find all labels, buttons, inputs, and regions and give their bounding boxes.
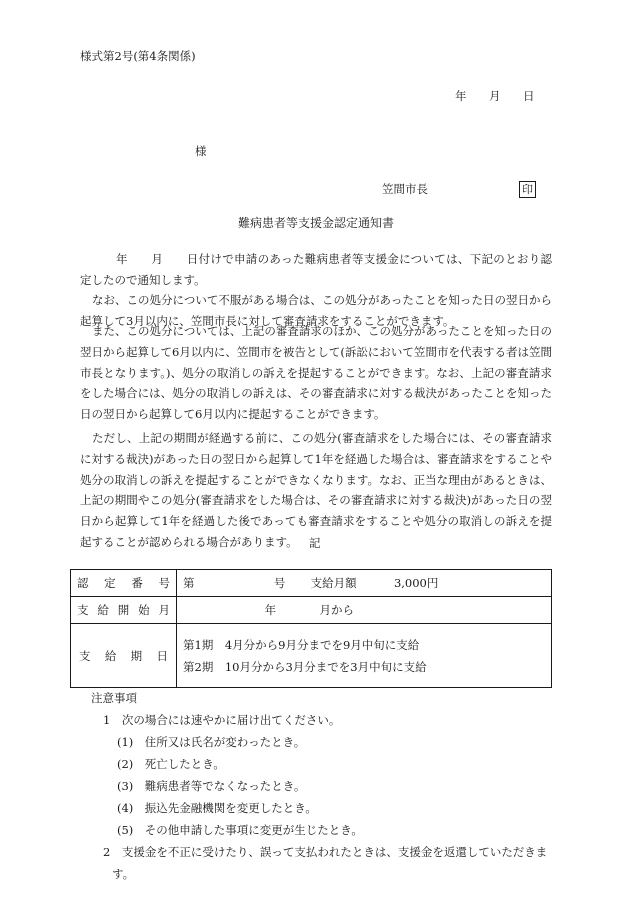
- notes-item-2-cont: す。: [112, 867, 135, 881]
- start-month-label-text: 支 給 開 始 月: [77, 603, 170, 617]
- cert-number-cell: [177, 570, 552, 597]
- form-number: 様式第2号(第4条関係): [80, 49, 196, 63]
- body-paragraph-4: ただし、上記の期間が経過する前に、この処分(審査請求をした場合には、その審査請求に対する裁決)があった日の翌日から起算して1年を経過した場合は、審査請求をすることや処分の取消しの訴えを提起することができなくなります。なお、正当な理由があるときは、上記の期間やこの処分(審査請求をした場合は、その審査請求に対する裁決)があった日の翌日から起算して1年を経過した後であっても審査請求をすることや処分の取消しの訴えを提起することが認められる場合があります。: [80, 431, 552, 549]
- notes-item-2: 2 支援金を不正に受けたり、誤って支払われたときは、支援金を返還していただきま: [103, 845, 548, 859]
- ki-heading: 記: [309, 536, 321, 550]
- table-row-payment-dates: [71, 624, 552, 688]
- notes-sub-4: (4) 振込先金融機関を変更したとき。: [117, 801, 317, 815]
- date-day: 日: [523, 89, 535, 103]
- notes-item-1: 1 次の場合には速やかに届け出てください。: [103, 713, 341, 727]
- cert-number-prefix: 第: [183, 576, 195, 590]
- addressee-suffix: 様: [195, 144, 207, 158]
- cert-number-suffix: 号: [273, 576, 286, 590]
- cert-number-label: [71, 570, 177, 597]
- notes-heading: 注意事項: [91, 691, 137, 705]
- body-paragraph-2: なお、この処分について不服がある場合は、この処分があったことを知った日の翌日から起算して3月以内に、笠間市長に対して審査請求をすることができます。: [80, 293, 552, 328]
- start-month: 月から: [319, 603, 354, 617]
- seal-box: 印: [519, 181, 536, 198]
- notes-sub-3: (3) 難病患者等でなくなったとき。: [117, 779, 306, 793]
- table-row-start-month: [71, 597, 552, 624]
- start-month-cell: [177, 597, 552, 624]
- document-title: 難病患者等支援金認定通知書: [238, 216, 395, 230]
- payment-dates-label-text: 支 給 期 日: [79, 648, 168, 663]
- notes-sub-1: (1) 住所又は氏名が変わったとき。: [117, 735, 306, 749]
- start-month-label: [71, 597, 177, 624]
- date-year: 年: [455, 89, 467, 103]
- payment-dates-cell: [177, 624, 552, 688]
- table-row-cert-number: [71, 570, 552, 597]
- payment-dates-label: [71, 624, 177, 688]
- certification-table: [70, 569, 552, 688]
- date-month: 月: [489, 89, 501, 103]
- body-paragraph-1: 年 月 日付けで申請のあった難病患者等支援金については、下記のとおり認定したので通知します。: [80, 252, 552, 287]
- notes-sub-2: (2) 死亡したとき。: [117, 757, 225, 771]
- body-paragraph-3: また、この処分については、上記の審査請求のほか、この処分があったことを知った日の翌日から起算して6月以内に、笠間市を被告として(訴訟において笠間市を代表する者は笠間市長となります。)、処分の取消しの訴えを提起することができます。なお、上記の審査請求をした場合には、処分の取消しの訴えは、その審査請求に対する裁決があったことを知った日の翌日から起算して6月以内に提起することができます。: [80, 324, 552, 422]
- issuer: 笠間市長: [382, 182, 428, 196]
- start-year: 年: [264, 603, 277, 617]
- payment-term-2: 第2期 10月分から3月分までを3月中旬に支給: [183, 659, 427, 674]
- monthly-amount-label: 支給月額: [310, 576, 357, 590]
- monthly-amount: 3,000円: [393, 576, 439, 590]
- cert-number-label-text: 認 定 番 号: [77, 576, 170, 590]
- payment-term-1: 第1期 4月分から9月分までを9月中旬に支給: [183, 637, 420, 652]
- notes-sub-5: (5) その他申請した事項に変更が生じたとき。: [117, 823, 363, 837]
